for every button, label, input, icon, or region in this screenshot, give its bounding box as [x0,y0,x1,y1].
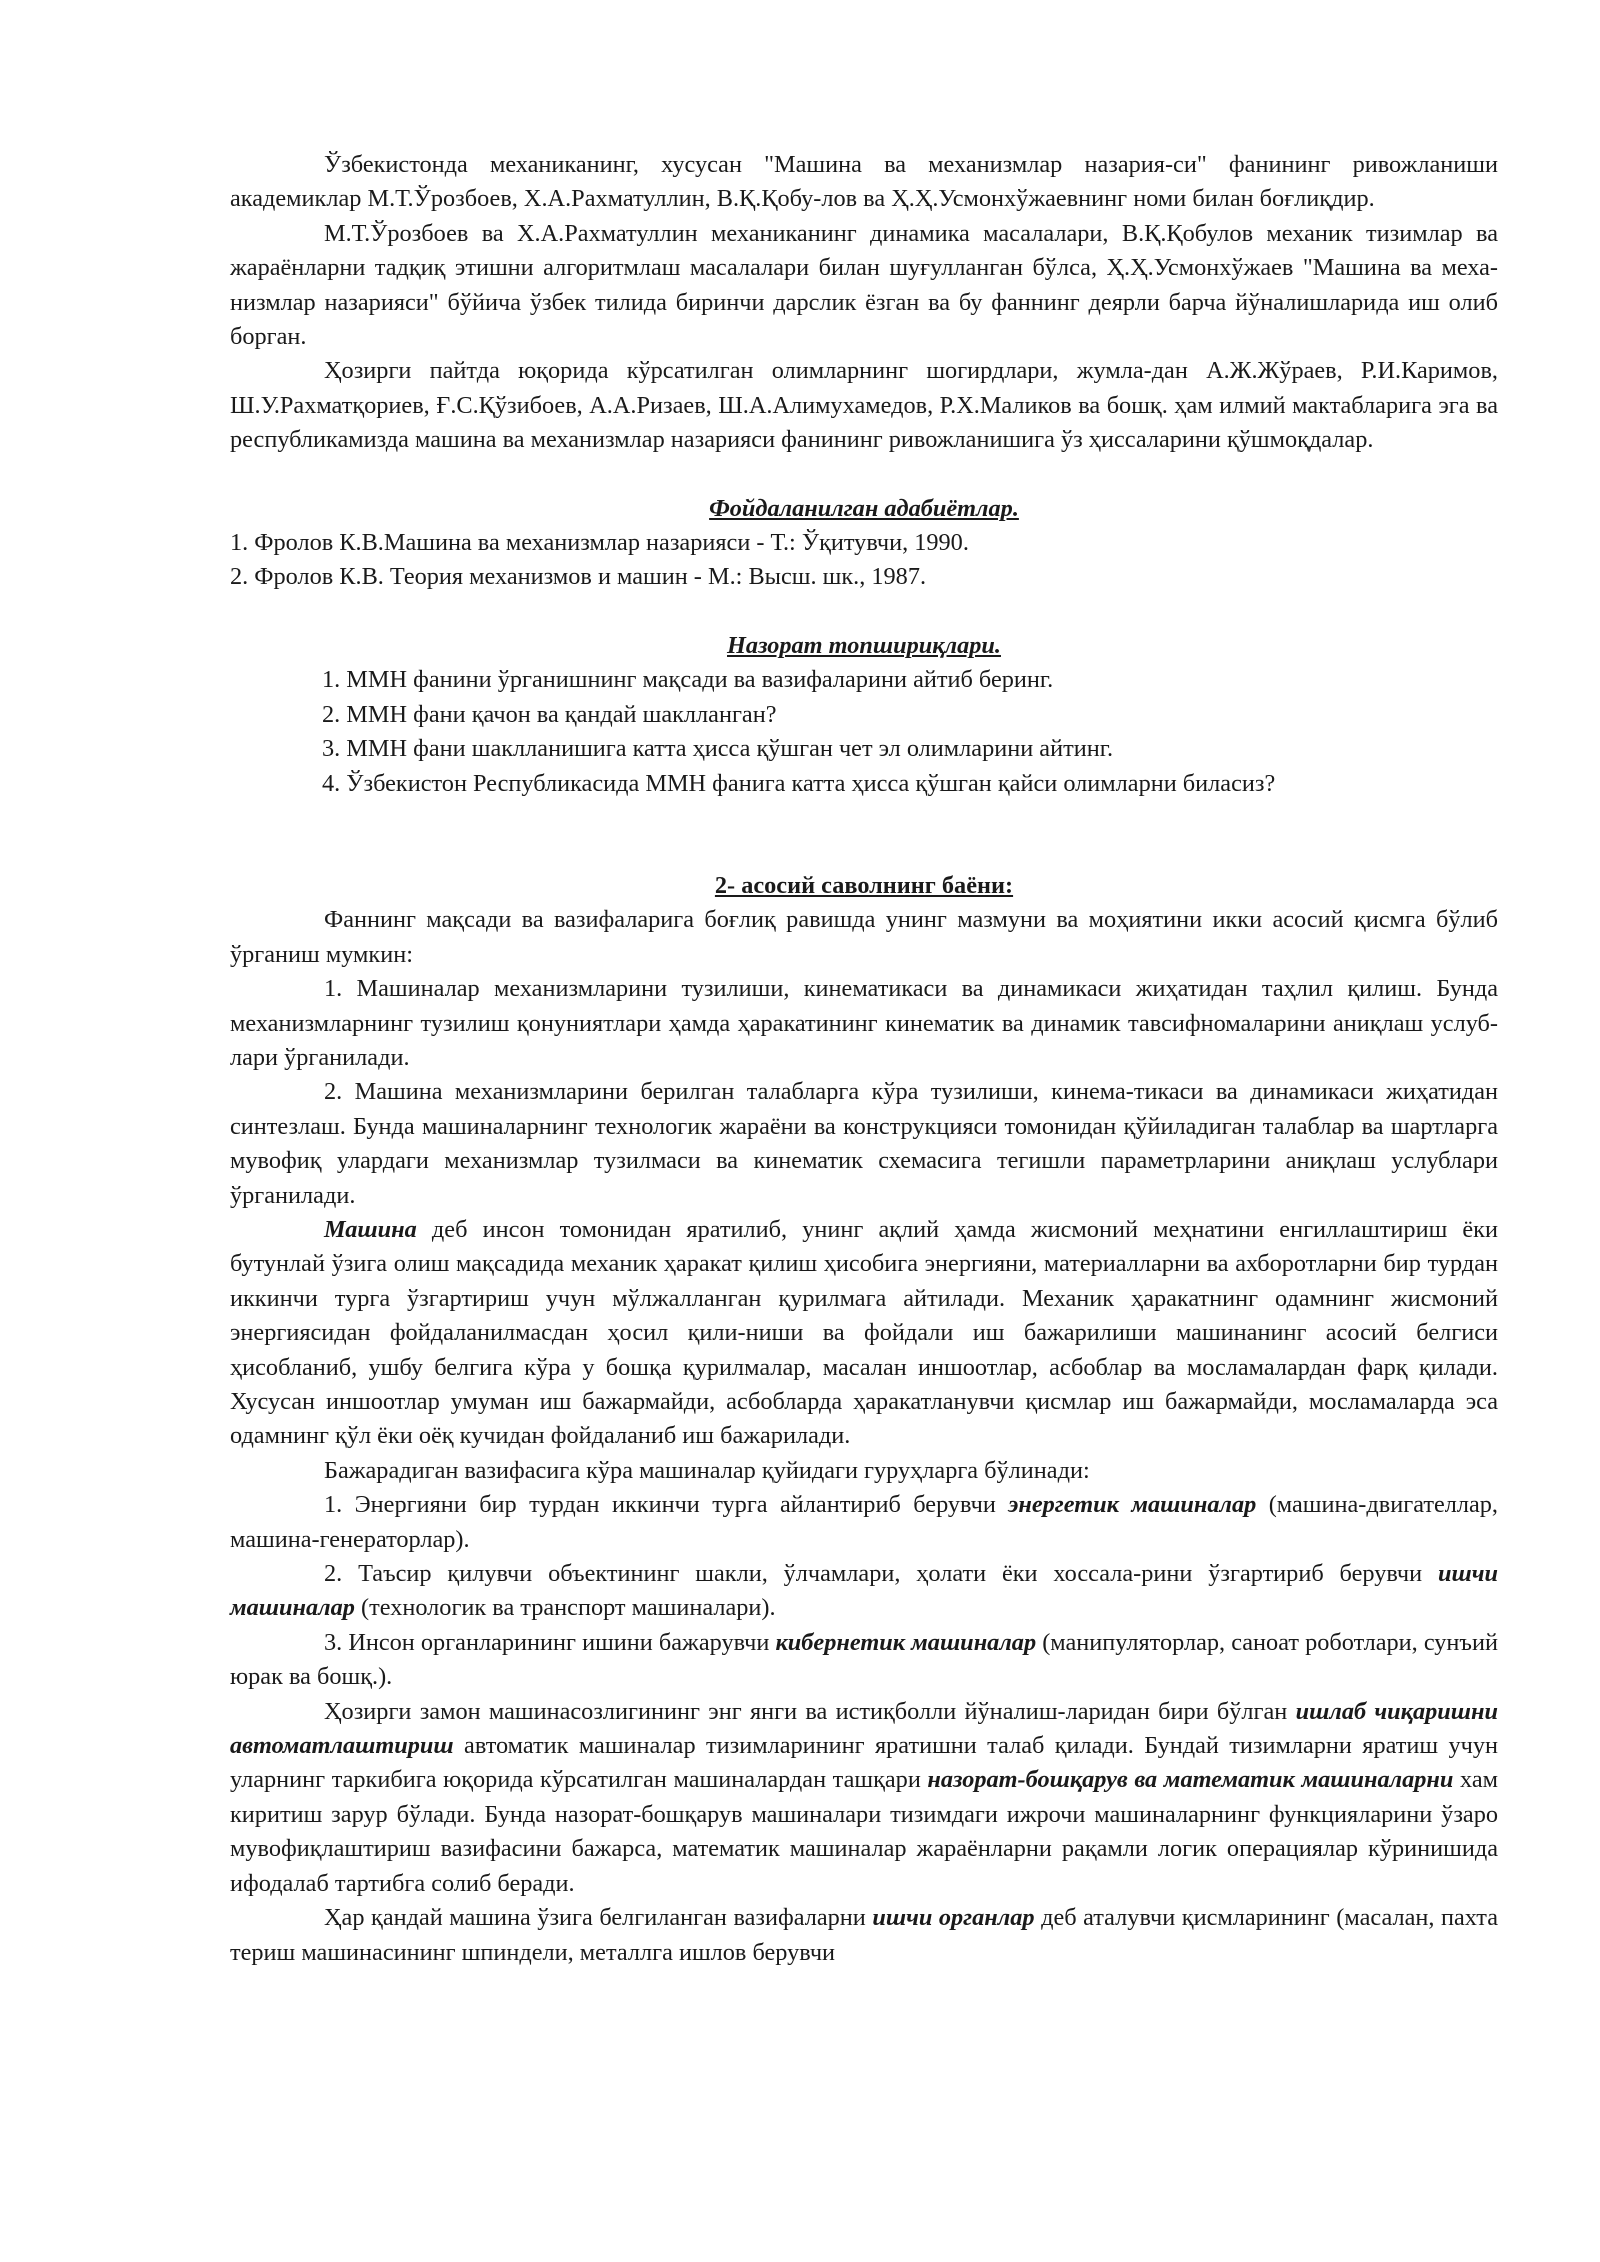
automation-text-2: автоматик машиналар тизимларининг яратишни талаб қилади. Бундай тизимларни яратиш учун уларнинг таркибига юқорида кўрсатилган машиналардан ташқари [230,1732,1498,1794]
group-2-post: (технологик ва транспорт машиналари). [354,1594,776,1622]
machine-definition-text: деб инсон томонидан яратилиб, унинг ақлий ҳамда жисмоний меҳнатини енгиллаштириш ёки бутунлай ўзига олиш мақсадида механик ҳаракат қилиш ҳисобига энергияни, материалларни ва ахборотларни бир турдан иккинчи турга ўзгартириш учун мўлжалланган қурилмага айтилади. Механик ҳаракатнинг одамнинг жисмоний энергиясидан фойдаланилмасдан ҳосил қили-ниши ва фойдали иш бажарилиши машинанинг асосий белгиси ҳисобланиб, ушбу белгига кўра у бошқа қурилмалар, масалан иншоотлар, асбоблар ва мосламалардан фарқ қилади. Хусусан иншоотлар умуман иш бажармайди, асбобларда ҳаракатланувчи қисмлар иш бажармайди, мосламаларда эса одамнинг қўл ёки оёқ кучидан фойдаланиб иш бажарилади. [230,1215,1498,1450]
task-item-2: 2. ММН фани қачон ва қандай шаклланган? [322,700,777,728]
group-3-term: кибернетик машиналар [775,1628,1037,1656]
literature-item-1: 1. Фролов К.В.Машина ва механизмлар назарияси - Т.: Ўқитувчи, 1990. [230,529,969,557]
groups-intro: Бажарадиган вазифасига кўра машиналар қуйидаги гуруҳларга бўлинади: [324,1456,1090,1484]
group-item-1 [230,1488,1498,1557]
control-math-term: назорат-бошқарув ва математик машиналарни [927,1766,1454,1794]
group-2-text: 2. Таъсир қилувчи объектининг шакли, ўлчамлари, ҳолати ёки хоссала-рини ўзгартириб берувчи [324,1560,1438,1588]
task-item-4: 4. Ўзбекистон Республикасида ММН фанига катта ҳисса қўшган қайси олимларни биласиз? [322,769,1276,797]
task-item-1: 1. ММН фанини ўрганишнинг мақсади ва вазифаларини айтиб беринг. [322,666,1054,694]
last-text-2: деб аталувчи қисмларининг (масалан, пахта териш машинасининг шпиндели, металлга ишлов берувчи [230,1904,1498,1966]
automation-text-1: Ҳозирги замон машинасозлигининг энг янги ва истиқболли йўналиш-ларидан бири бўлган [324,1697,1296,1725]
group-item-2 [230,1557,1498,1626]
literature-heading: Фойдаланилган адабиётлар. [709,494,1019,522]
literature-item-2: 2. Фролов К.В. Теория механизмов и машин - М.: Высш. шк., 1987. [230,563,927,591]
tasks-heading: Назорат топшириқлари. [727,631,1001,659]
group-1-post: (машина-двигателлар, машина-генераторлар). [230,1491,1499,1553]
intro-paragraph-2: М.Т.Ўрозбоев ва Х.А.Рахматуллин механиканинг динамика масалалари, В.Қ.Қобулов механик тизимлар ва жараёнларни тадқиқ этишни алгоритмлаш масалалари билан шуғулланган бўлса, Ҳ.Ҳ.Усмонхўжаев "Машина ва меха-низмлар назарияси" бўйича ўзбек тилида биринчи дарслик ёзган ва бу фаннинг деярли барча йўналишларида иш олиб борган. [230,219,1498,351]
group-1-text: 1. Энергияни бир турдан иккинчи турга айлантириб берувчи [324,1491,1009,1519]
last-paragraph [230,1901,1498,1970]
automation-text-3: хам киритиш зарур бўлади. Бунда назорат-бошқарув машиналари тизимдаги ижрочи машиналарнинг функцияларини ўзаро мувофиқлаштириш вазифасини бажарса, математик машиналар жараёнларни рақамли логик операциялар кўринишида ифодалаб тартибга солиб беради. [230,1766,1499,1897]
section2-item-2: 2. Машина механизмларини берилган талабларга кўра тузилиши, кинема-тикаси ва динамикаси жиҳатидан синтезлаш. Бунда машиналарнинг технологик жараёни ва конструкцияси томонидан қўйиладиган талаблар ва шартларга мувофиқ улардаги механизмлар тузилмаси ва кинематик схемасига тегишли параметрларини аниқлаш услублари ўрганилади. [230,1078,1498,1209]
working-organs-term: ишчи органлар [872,1904,1035,1932]
section2-paragraph-1: Фаннинг мақсади ва вазифаларига боғлиқ равишда унинг мазмуни ва моҳиятини икки асосий қисмга бўлиб ўрганиш мумкин: [230,906,1498,968]
automation-term: ишлаб чиқаришни автоматлаштириш [230,1697,1499,1760]
task-item-3: 3. ММН фани шаклланишига катта ҳисса қўшган чет эл олимларини айтинг. [322,735,1114,763]
group-item-3 [230,1626,1498,1695]
group-3-post: (манипуляторлар, саноат роботлари, сунъий юрак ва бошқ.). [230,1628,1498,1691]
last-text-1: Ҳар қандай машина ўзига белгиланган вазифаларни [324,1904,873,1932]
machine-definition-paragraph [230,1213,1498,1454]
intro-paragraph-3: Ҳозирги пайтда юқорида кўрсатилган олимларнинг шогирдлари, жумла-дан А.Ж.Жўраев, Р.И.Каримов, Ш.У.Рахматқориев, Ғ.С.Қўзибоев, А.А.Ризаев, Ш.А.Алимухамедов, Р.Х.Маликов ва бошқ. ҳам илмий мактабларига эга ва республикамизда машина ва механизмлар назарияси фанининг ривожланишига ўз ҳиссаларини қўшмоқдалар. [230,357,1498,454]
automation-paragraph [230,1695,1498,1901]
section2-heading: 2- асосий саволнинг баёни: [714,871,1014,899]
group-2-term: ишчи машиналар [230,1560,1498,1622]
group-1-term: энергетик машиналар [1008,1491,1257,1519]
section2-item-1: 1. Машиналар механизмларини тузилиши, кинематикаси ва динамикаси жиҳатидан таҳлил қилиш. Бунда механизмларнинг тузилиш қонуниятлари ҳамда ҳаракатининг кинематик ва динамик тавсифномаларини аниқлаш услуб-лари ўрганилади. [230,975,1498,1071]
machine-term: Машина [324,1215,417,1243]
group-3-text: 3. Инсон органларининг ишини бажарувчи [324,1628,776,1656]
intro-paragraph-1: Ўзбекистонда механиканинг, хусусан "Машина ва механизмлар назария-си" фанининг ривожланиши академиклар М.Т.Ўрозбоев, Х.А.Рахматуллин, В.Қ.Қобу-лов ва Ҳ.Ҳ.Усмонхўжаевнинг номи билан боғлиқдир. [230,151,1498,213]
